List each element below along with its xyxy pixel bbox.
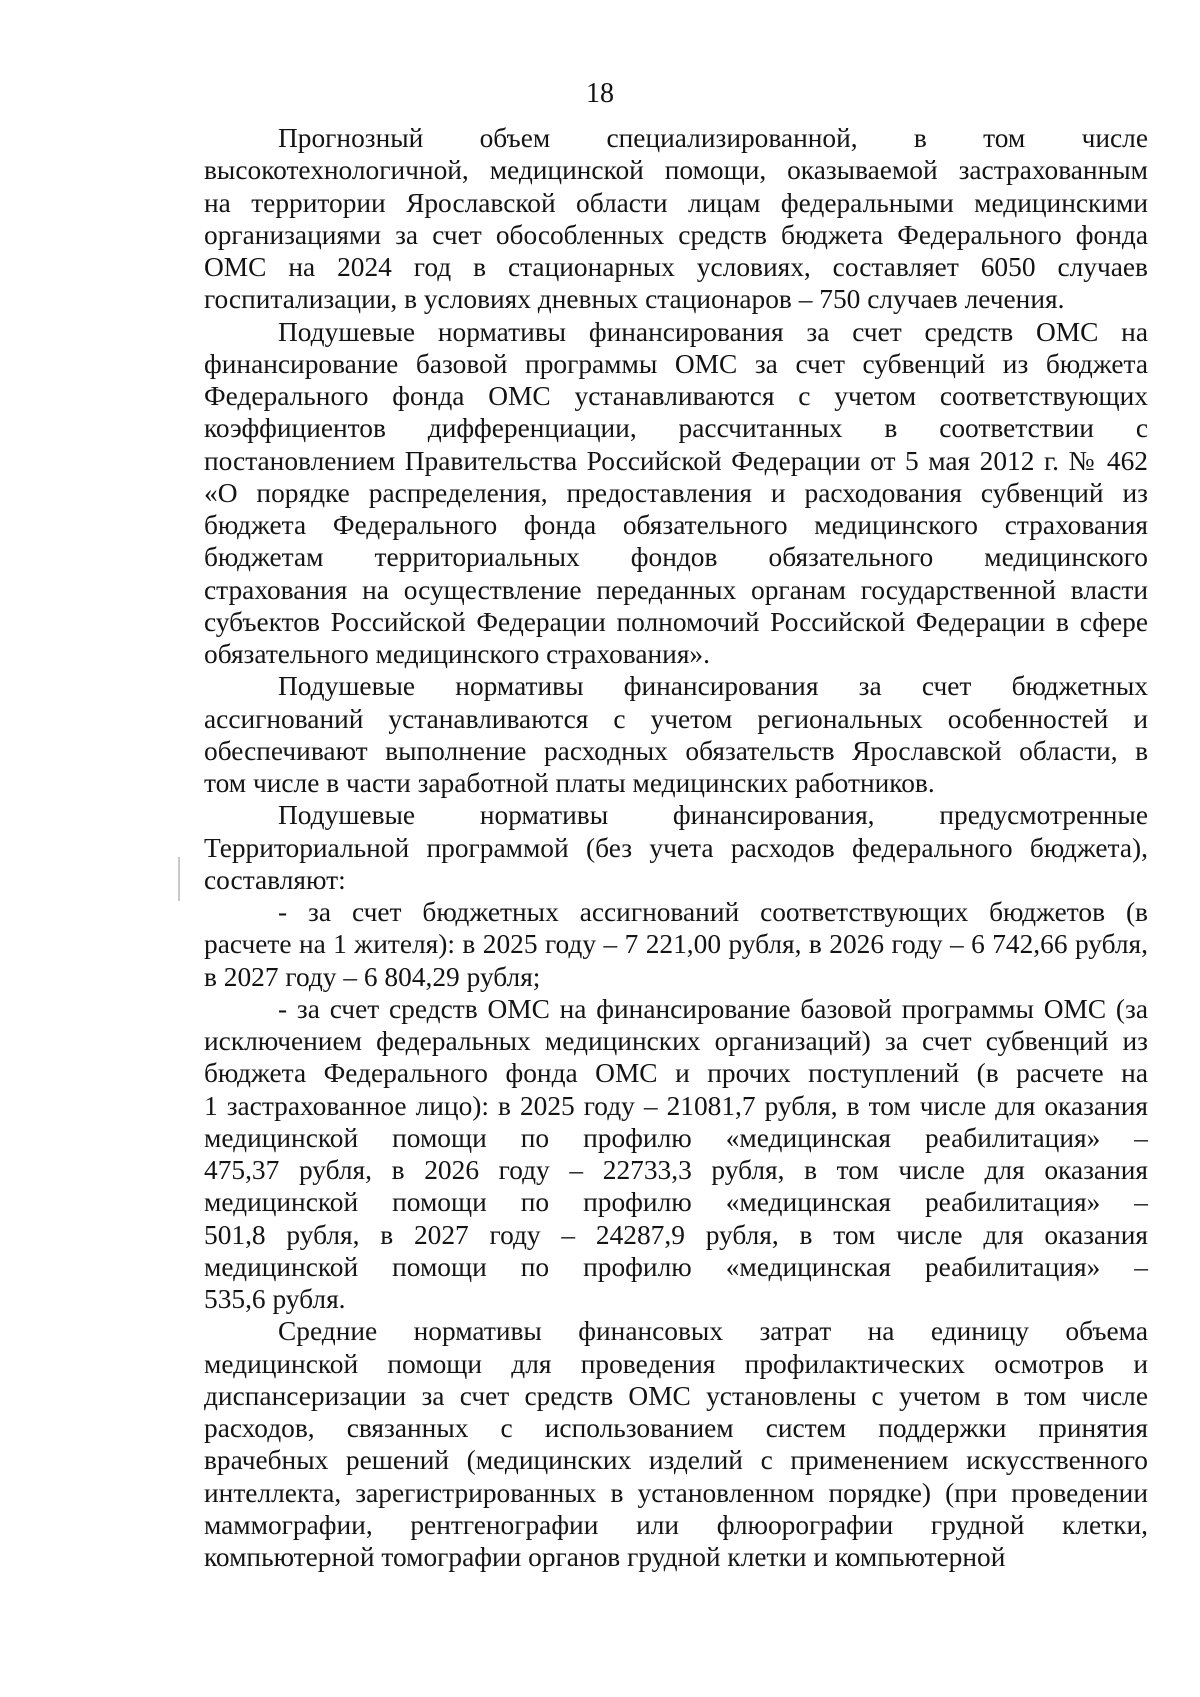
text-line: Подушевые нормативы финансирования за счет бюджетных xyxy=(278,671,1148,702)
text-line: расчете на 1 жителя): в 2025 году – 7 221,00 рубля, в 2026 году – 6 742,66 рубля, xyxy=(204,929,1148,960)
text-line: бюджета Федерального фонда обязательного медицинского страхования xyxy=(204,510,1148,540)
text-line: том числе в части заработной платы медицинских работников. xyxy=(204,768,935,798)
text-line: коэффициентов дифференциации, рассчитанных в соответствии с xyxy=(204,413,1148,444)
page-number: 18 xyxy=(586,78,614,109)
text-line: - за счет бюджетных ассигнований соответствующих бюджетов (в xyxy=(278,897,1148,927)
text-line: «О порядке распределения, предоставления и расходования субвенций из xyxy=(204,477,1148,508)
text-line: госпитализации, в условиях дневных стационаров – 750 случаев лечения. xyxy=(204,284,1065,315)
paragraph xyxy=(204,1315,1148,1573)
text-line: страхования на осуществление переданных органам государственной власти xyxy=(204,574,1148,605)
text-line: Прогнозный объем специализированной, в том числе xyxy=(278,123,1148,153)
text-line: организациями за счет обособленных средств бюджета Федерального фонда xyxy=(204,219,1148,250)
text-line: ОМС на 2024 год в стационарных условиях, составляет 6050 случаев xyxy=(204,252,1148,282)
text-line: 501,8 рубля, в 2027 году – 24287,9 рубля, в том числе для оказания xyxy=(204,1219,1148,1250)
text-line: 535,6 рубля. xyxy=(204,1284,346,1314)
document-body xyxy=(204,122,1148,1573)
text-line: медицинской помощи по профилю «медицинская реабилитация» – xyxy=(204,1122,1148,1153)
text-line: медицинской помощи по профилю «медицинская реабилитация» – xyxy=(204,1187,1148,1218)
paragraph xyxy=(204,799,1148,896)
paragraph xyxy=(204,122,1148,316)
paragraph xyxy=(204,896,1148,993)
text-line: врачебных решений (медицинских изделий с применением искусственного xyxy=(204,1445,1148,1476)
text-line: компьютерной томографии органов грудной клетки и компьютерной xyxy=(204,1542,1006,1572)
text-line: в 2027 году – 6 804,29 рубля; xyxy=(204,961,541,992)
text-line: ассигнований устанавливаются с учетом региональных особенностей и xyxy=(204,703,1148,734)
text-line: бюджетам территориальных фондов обязательного медицинского xyxy=(204,542,1148,573)
text-line: высокотехнологичной, медицинской помощи, оказываемой застрахованным xyxy=(204,155,1148,186)
text-line: медицинской помощи по профилю «медицинская реабилитация» – xyxy=(204,1251,1148,1282)
text-line: 1 застрахованное лицо): в 2025 году – 21081,7 рубля, в том числе для оказания xyxy=(204,1090,1148,1121)
text-line: финансирование базовой программы ОМС за счет субвенций из бюджета xyxy=(204,348,1148,379)
paragraph xyxy=(204,993,1148,1316)
text-line: Средние нормативы финансовых затрат на единицу объема xyxy=(278,1316,1148,1347)
text-line: обязательного медицинского страхования». xyxy=(204,639,710,669)
text-line: Федерального фонда ОМС устанавливаются с учетом соответствующих xyxy=(204,381,1148,411)
text-line: бюджета Федерального фонда ОМС и прочих поступлений (в расчете на xyxy=(204,1058,1148,1089)
text-line: составляют: xyxy=(204,864,346,895)
text-line: расходов, связанных с использованием систем поддержки принятия xyxy=(204,1413,1148,1443)
text-line: - за счет средств ОМС на финансирование базовой программы ОМС (за xyxy=(278,993,1148,1024)
text-line: постановлением Правительства Российской Федерации от 5 мая 2012 г. № 462 xyxy=(204,445,1148,476)
text-line: исключением федеральных медицинских организаций) за счет субвенций из xyxy=(204,1026,1148,1056)
text-line: на территории Ярославской области лицам федеральными медицинскими xyxy=(204,187,1148,218)
paragraph xyxy=(204,670,1148,799)
text-line: 475,37 рубля, в 2026 году – 22733,3 рубля, в том числе для оказания xyxy=(204,1155,1148,1185)
text-line: интеллекта, зарегистрированных в установленном порядке) (при проведении xyxy=(204,1477,1148,1508)
text-line: медицинской помощи для проведения профилактических осмотров и xyxy=(204,1348,1148,1379)
paragraph xyxy=(204,316,1148,671)
text-line: субъектов Российской Федерации полномочий Российской Федерации в сфере xyxy=(204,606,1148,637)
text-line: Подушевые нормативы финансирования за счет средств ОМС на xyxy=(278,316,1148,347)
text-line: диспансеризации за счет средств ОМС установлены с учетом в том числе xyxy=(204,1380,1148,1411)
scan-margin-mark xyxy=(178,857,180,901)
text-line: обеспечивают выполнение расходных обязательств Ярославской области, в xyxy=(204,735,1148,766)
text-line: Территориальной программой (без учета расходов федерального бюджета), xyxy=(204,832,1148,863)
text-line: Подушевые нормативы финансирования, предусмотренные xyxy=(278,800,1148,831)
text-line: маммографии, рентгенографии или флюорографии грудной клетки, xyxy=(204,1509,1148,1540)
